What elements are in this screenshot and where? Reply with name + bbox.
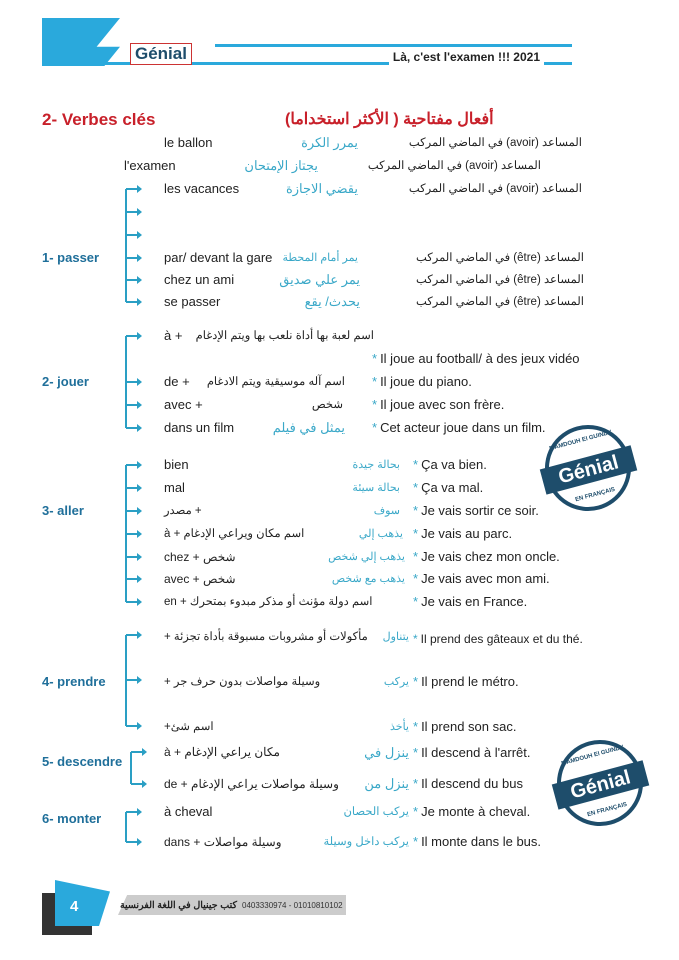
- logo: Génial: [130, 43, 192, 65]
- bullet: *: [372, 374, 378, 389]
- example-sentence: [372, 397, 504, 413]
- stamp-top-text: MAMDOUH El GUINDY: [548, 429, 613, 453]
- verb-label-passer: 1- passer: [42, 250, 100, 265]
- arrow-icon: [126, 257, 140, 259]
- example-text: Il prend son sac.: [421, 719, 517, 734]
- translation: يمثل في فيلم: [272, 420, 345, 435]
- heading-ar: أفعال مفتاحية ( الأكثر استخداما): [285, 111, 494, 128]
- example-sentence: [413, 457, 487, 473]
- translation: سوف: [373, 505, 400, 517]
- example-text: Il joue du piano.: [380, 374, 472, 389]
- example-text: Je vais en France.: [421, 594, 528, 609]
- translation: يأخذ: [390, 721, 409, 733]
- arrow-icon: [131, 783, 145, 785]
- bullet: *: [413, 503, 419, 518]
- usage: اسم شئ+: [164, 721, 214, 733]
- header-title: Là, c'est l'examen !!! 2021: [389, 49, 544, 65]
- example-sentence: [413, 834, 541, 850]
- example-text: Je vais sortir ce soir.: [421, 503, 539, 518]
- auxiliary-note: المساعد (avoir) في الماضي المركب: [408, 137, 582, 149]
- example-text: Je vais au parc.: [421, 526, 513, 541]
- arrow-icon: [131, 751, 145, 753]
- bullet: *: [413, 480, 419, 495]
- example-sentence: [413, 480, 483, 496]
- bracket: [130, 752, 132, 784]
- usage: de +: [164, 374, 190, 389]
- example-text: Il joue avec son frère.: [380, 397, 505, 412]
- usage: par/ devant la gare: [164, 250, 273, 265]
- bullet: *: [372, 397, 378, 412]
- bullet: *: [372, 420, 378, 435]
- example-text: Je vais chez mon oncle.: [421, 549, 560, 564]
- stamp-logo: [547, 730, 652, 835]
- bullet: *: [413, 719, 419, 734]
- bullet: *: [413, 674, 419, 689]
- example-sentence: [413, 503, 539, 519]
- translation: يحدث/ يقع: [304, 294, 360, 309]
- usage: à + اسم مكان ويراعي الإدغام: [164, 528, 305, 540]
- stamp-bottom-text: EN FRANÇAIS: [574, 486, 616, 504]
- auxiliary-note: المساعد (être) في الماضي المركب: [415, 274, 584, 286]
- translation: يمرر الكرة: [301, 135, 358, 150]
- stamp-bottom-text: EN FRANÇAIS: [586, 801, 628, 819]
- example-sentence: [413, 631, 583, 647]
- usage: bien: [164, 457, 189, 472]
- bullet: *: [413, 834, 419, 849]
- example-text: Cet acteur joue dans un film.: [380, 420, 546, 435]
- usage: de + وسيلة مواصلات يراعي الإدغام: [164, 777, 339, 791]
- example-text: Il descend à l'arrêt.: [421, 745, 531, 760]
- verb-label-monter: 6- monter: [42, 811, 102, 826]
- usage: le ballon: [164, 135, 213, 150]
- usage: à +: [164, 328, 183, 343]
- example-text: Ça va mal.: [421, 480, 484, 495]
- usage: مصدر +: [164, 505, 202, 517]
- bullet: *: [413, 804, 419, 819]
- bullet: *: [413, 632, 418, 646]
- translation: يركب: [383, 676, 409, 688]
- auxiliary-note: المساعد (avoir) في الماضي المركب: [408, 183, 582, 195]
- page-number: 4: [70, 898, 79, 915]
- usage-note: اسم آله موسيقية ويتم الادغام: [206, 376, 345, 388]
- arrow-icon: [126, 188, 140, 190]
- arrow-icon: [126, 725, 140, 727]
- usage: à + مكان يراعي الإدغام: [164, 745, 280, 759]
- usage: avec + شخص: [164, 572, 236, 586]
- bullet: *: [413, 549, 419, 564]
- arrow-icon: [126, 404, 140, 406]
- translation: ينزل من: [364, 776, 409, 791]
- footer-shape-blue: [55, 880, 110, 926]
- usage: mal: [164, 480, 185, 495]
- arrow-icon: [126, 487, 140, 489]
- heading-fr: 2- Verbes clés: [42, 110, 156, 129]
- footer-book-title: كتب جينيال في اللغة الفرنسية: [119, 900, 237, 911]
- translation: يمر أمام المحطة: [282, 252, 358, 264]
- example-sentence: [372, 351, 580, 367]
- example-sentence: [413, 549, 560, 565]
- verb-label-prendre: 4- prendre: [42, 674, 106, 689]
- usage: avec +: [164, 397, 203, 412]
- arrow-icon: [126, 279, 140, 281]
- example-text: Il prend le métro.: [421, 674, 519, 689]
- example-text: Il prend des gâteaux et du thé.: [420, 632, 583, 646]
- translation: يذهب إلي شخص: [328, 551, 405, 563]
- translation: يذهب مع شخص: [331, 573, 405, 585]
- usage: dans un film: [164, 420, 235, 435]
- bullet: *: [413, 571, 419, 586]
- bullet: *: [413, 594, 419, 609]
- arrow-icon: [126, 301, 140, 303]
- arrow-icon: [126, 811, 140, 813]
- arrow-icon: [126, 601, 140, 603]
- verb-label-aller: 3- aller: [42, 503, 84, 518]
- example-sentence: [413, 745, 531, 761]
- usage: se passer: [164, 294, 221, 309]
- arrow-icon: [126, 634, 140, 636]
- arrow-icon: [126, 335, 140, 337]
- translation: بحالة جيدة: [352, 459, 400, 471]
- example-sentence: [413, 526, 512, 542]
- example-text: Il monte dans le bus.: [421, 834, 542, 849]
- verb-label-descendre: 5- descendre: [42, 754, 123, 769]
- example-sentence: [413, 594, 527, 610]
- translation: يمر علي صديق: [279, 272, 360, 287]
- bullet: *: [413, 526, 419, 541]
- arrow-icon: [126, 679, 140, 681]
- bracket: [125, 189, 127, 302]
- bullet: *: [372, 351, 378, 366]
- usage-note: اسم لعبة بها أداة نلعب بها ويتم الإدغام: [195, 330, 374, 342]
- usage: وسيلة مواصلات بدون حرف جر +: [164, 676, 321, 688]
- bracket: [125, 812, 127, 842]
- usage: مأكولات أو مشروبات مسبوقة بأداة تجزئة +: [164, 631, 368, 643]
- verb-label-jouer: 2- jouer: [42, 374, 89, 389]
- example-text: Je vais avec mon ami.: [421, 571, 550, 586]
- translation: يذهب إلي: [358, 528, 403, 540]
- stamp-main-text: Génial: [540, 445, 638, 494]
- usage: chez un ami: [164, 272, 235, 287]
- usage-note: شخص: [311, 399, 343, 411]
- usage: dans + وسيلة مواصلات: [164, 835, 282, 849]
- arrow-icon: [126, 578, 140, 580]
- bullet: *: [413, 776, 419, 791]
- arrow-icon: [126, 533, 140, 535]
- arrow-icon: [126, 381, 140, 383]
- usage: les vacances: [164, 181, 240, 196]
- arrow-icon: [126, 234, 140, 236]
- arrow-icon: [126, 427, 140, 429]
- usage: l'examen: [124, 158, 176, 173]
- example-sentence: [413, 674, 519, 690]
- arrow-icon: [126, 211, 140, 213]
- example-sentence: [413, 804, 530, 820]
- example-sentence: [413, 776, 523, 792]
- stamp-main-text: Génial: [552, 760, 650, 809]
- example-sentence: [372, 420, 546, 436]
- translation: يقضي الاجازة: [285, 181, 358, 196]
- bullet: *: [413, 457, 419, 472]
- arrow-icon: [126, 464, 140, 466]
- usage: chez + شخص: [164, 550, 236, 564]
- arrow-icon: [126, 556, 140, 558]
- example-text: Ça va bien.: [421, 457, 487, 472]
- example-text: Je monte à cheval.: [421, 804, 531, 819]
- arrow-icon: [126, 510, 140, 512]
- example-sentence: [372, 374, 472, 390]
- footer-phones: 0403330974 - 01010810102: [242, 901, 343, 910]
- translation: يركب الحصان: [343, 806, 409, 818]
- usage: à cheval: [164, 804, 213, 819]
- translation: يركب داخل وسيلة: [323, 836, 409, 848]
- header-line: [215, 44, 572, 47]
- bullet: *: [413, 745, 419, 760]
- example-text: Il descend du bus: [421, 776, 523, 791]
- stamp-top-text: MAMDOUH El GUINDY: [560, 744, 625, 768]
- auxiliary-note: المساعد (être) في الماضي المركب: [415, 296, 584, 308]
- translation: ينزل في: [364, 745, 409, 760]
- example-sentence: [413, 571, 550, 587]
- example-text: Il joue au football/ à des jeux vidéo: [380, 351, 580, 366]
- translation: بحالة سيئة: [352, 482, 400, 494]
- translation: يجتاز الإمتحان: [244, 158, 318, 173]
- example-sentence: [413, 719, 516, 735]
- usage: en + اسم دولة مؤنث أو مذكر مبدوء بمتحرك: [164, 596, 373, 608]
- auxiliary-note: المساعد (avoir) في الماضي المركب: [367, 160, 541, 172]
- translation: يتناول: [382, 631, 409, 643]
- auxiliary-note: المساعد (être) في الماضي المركب: [415, 252, 584, 264]
- arrow-icon: [126, 841, 140, 843]
- stamp-logo: [535, 415, 640, 520]
- header-shape: [42, 18, 120, 66]
